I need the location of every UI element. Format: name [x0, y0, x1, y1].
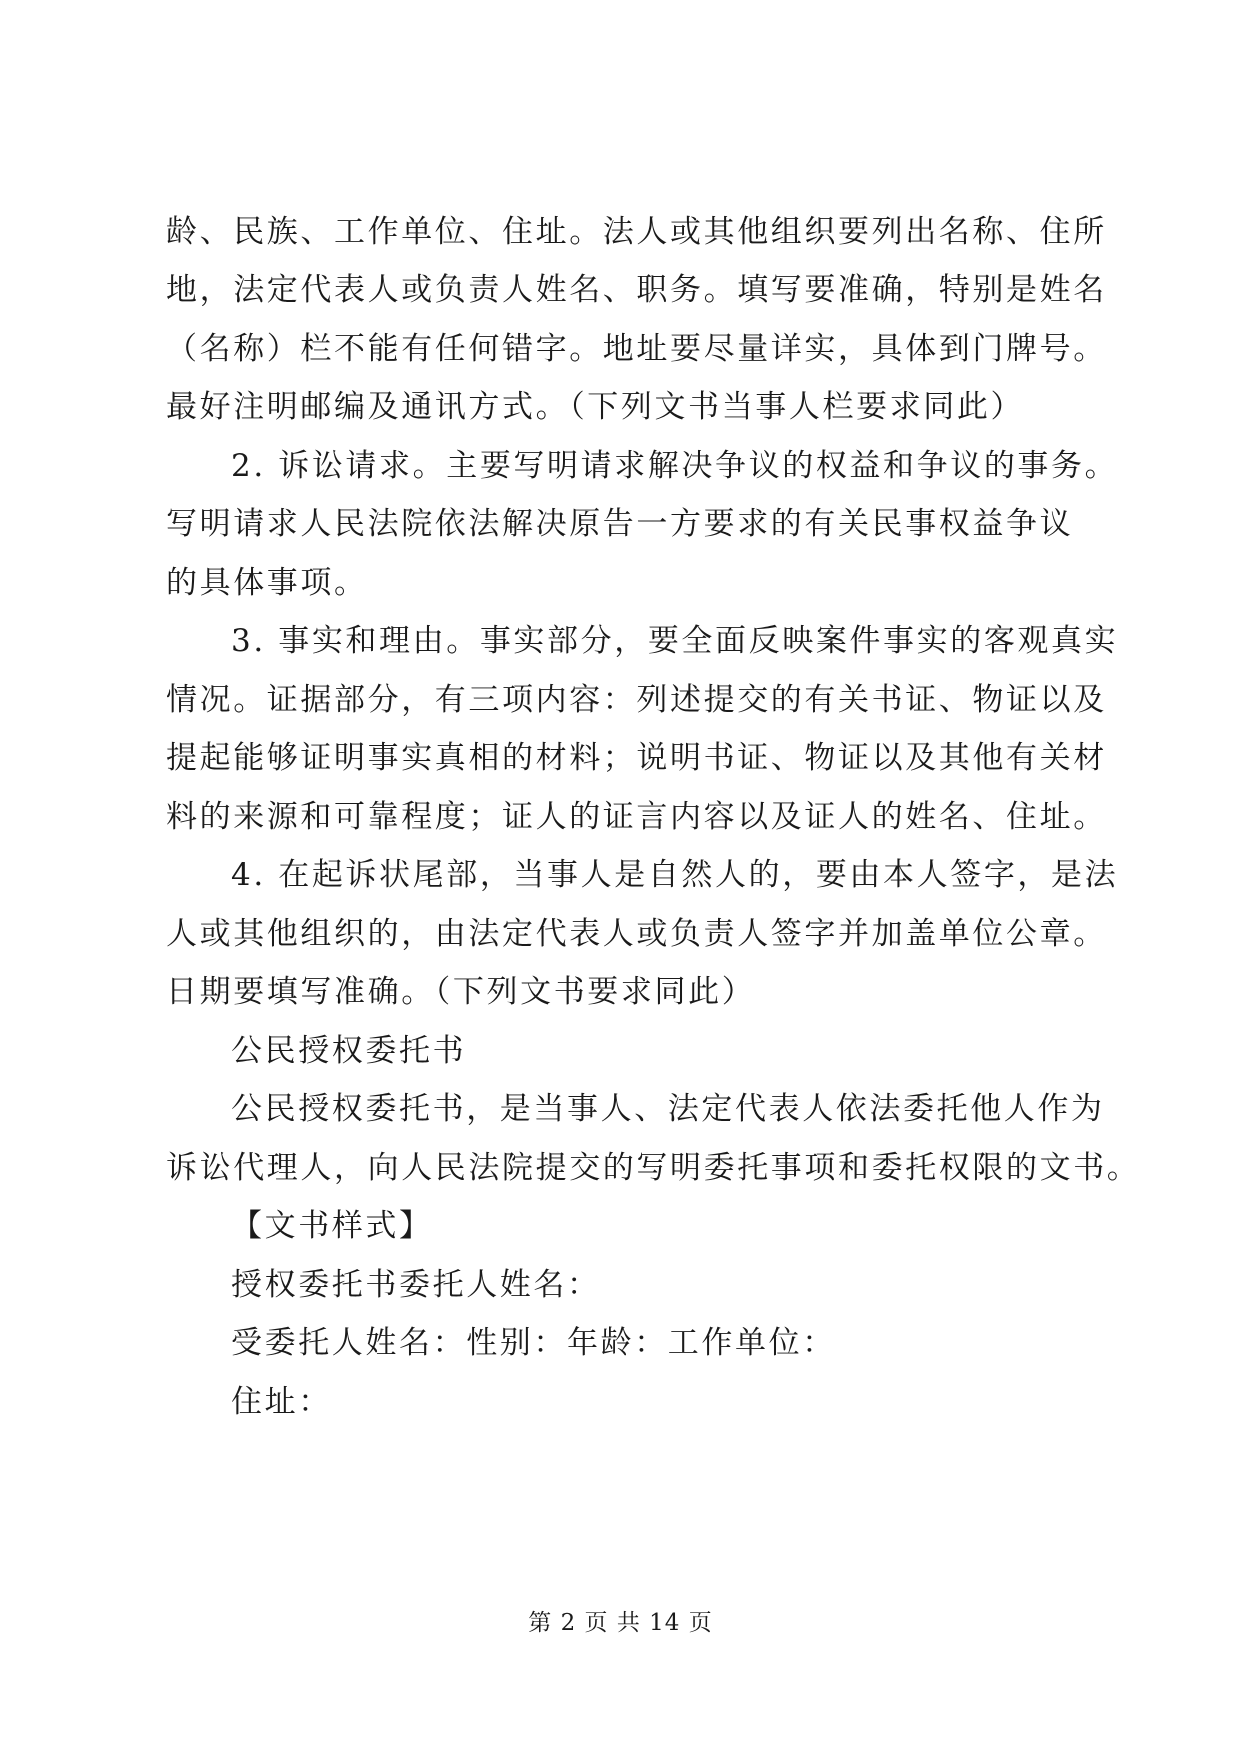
page-number-footer: 第 2 页 共 14 页 [528, 1610, 713, 1636]
body-text-line: 提起能够证明事实真相的材料；说明书证、物证以及其他有关材 [166, 740, 1107, 776]
form-field-line: 授权委托书委托人姓名： [231, 1267, 601, 1303]
section-title: 公民授权委托书 [231, 1033, 467, 1069]
item-4-heading-line: 4. 在起诉状尾部，当事人是自然人的，要由本人签字，是法 [231, 857, 1119, 893]
template-heading: 【文书样式】 [231, 1208, 433, 1244]
item-2-heading-line: 2. 诉讼请求。主要写明请求解决争议的权益和争议的事务。 [231, 448, 1119, 484]
body-text-line: 情况。证据部分，有三项内容：列述提交的有关书证、物证以及 [166, 682, 1107, 718]
body-text-line: 日期要填写准确。（下列文书要求同此） [166, 974, 756, 1010]
body-text-line: 的具体事项。 [166, 565, 368, 601]
body-text-line: 龄、民族、工作单位、住址。法人或其他组织要列出名称、住所 [166, 214, 1107, 250]
item-3-heading-line: 3. 事实和理由。事实部分，要全面反映案件事实的客观真实 [231, 623, 1119, 659]
body-text-line: 写明请求人民法院依法解决原告一方要求的有关民事权益争议 [166, 506, 1074, 542]
body-text-line: 地，法定代表人或负责人姓名、职务。填写要准确，特别是姓名 [166, 272, 1107, 308]
body-text-line: 公民授权委托书，是当事人、法定代表人依法委托他人作为 [231, 1091, 1105, 1127]
form-field-line: 住址： [231, 1384, 332, 1420]
body-text-line: 人或其他组织的，由法定代表人或负责人签字并加盖单位公章。 [166, 916, 1107, 952]
form-field-line: 受委托人姓名：性别：年龄：工作单位： [231, 1325, 836, 1361]
body-text-line: 最好注明邮编及通讯方式。（下列文书当事人栏要求同此） [166, 389, 1025, 425]
body-text-line: （名称）栏不能有任何错字。地址要尽量详实，具体到门牌号。 [166, 331, 1107, 367]
body-text-line: 诉讼代理人，向人民法院提交的写明委托事项和委托权限的文书。 [166, 1150, 1141, 1186]
body-text-line: 料的来源和可靠程度；证人的证言内容以及证人的姓名、住址。 [166, 799, 1107, 835]
